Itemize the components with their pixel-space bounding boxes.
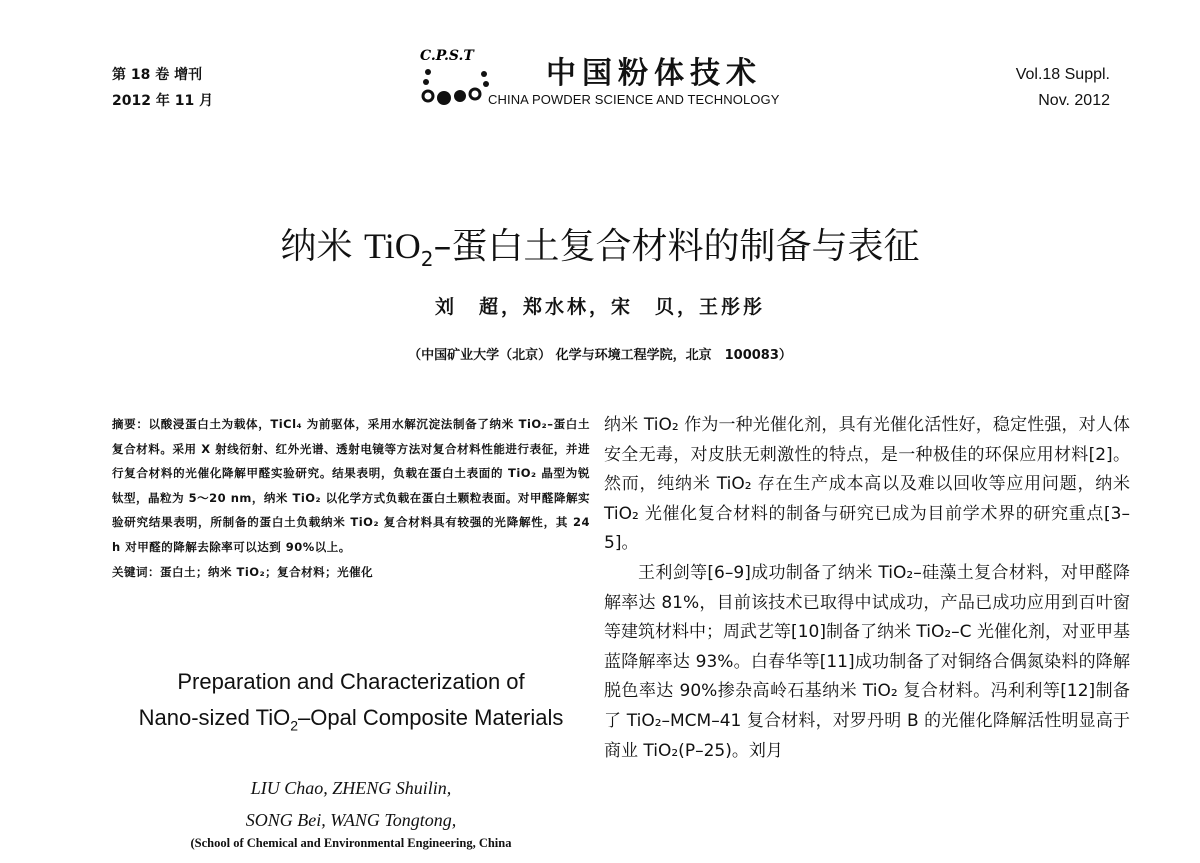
title-suffix: –蛋白土复合材料的制备与表征 <box>433 226 920 267</box>
journal-issue-info-cn <box>112 62 213 114</box>
affiliation-cn: （中国矿业大学（北京） 化学与环境工程学院，北京 100083） <box>408 348 792 363</box>
volume-en: Vol.18 Suppl. <box>1015 66 1110 83</box>
title-prefix: 纳米 <box>280 226 364 267</box>
english-affiliation: (School of Chemical and Environmental Engineering, China <box>190 836 512 850</box>
title-subscript: 2 <box>420 247 434 272</box>
english-title <box>112 664 590 743</box>
english-title-line2: Nano-sized TiO$_2$–Opal Composite Materials <box>138 705 564 734</box>
date-en: Nov. 2012 <box>1038 92 1110 109</box>
date-cn: 2012 年 11 月 <box>112 93 214 109</box>
english-title-line1: Preparation and Characterization of <box>177 669 525 694</box>
authors-cn: 刘 超，郑水林，宋 贝，王彤彤 <box>434 296 765 318</box>
english-authors-line2: SONG Bei, WANG Tongtong, <box>245 810 457 830</box>
journal-name-cn: 中国粉体技术 <box>546 56 762 91</box>
journal-issue-info-en <box>1016 62 1110 114</box>
journal-name-en: CHINA POWDER SCIENCE AND TECHNOLOGY <box>488 92 780 107</box>
body-text <box>604 411 1130 766</box>
english-authors-line1: LIU Chao, ZHENG Shuilin, <box>250 778 452 798</box>
body-paragraph-2: 王利剑等[6–9]成功制备了纳米 TiO₂–硅藻土复合材料，对甲醛降解率达 81%，目前该技术已取得中试成功，产品已成功应用到百叶窗等建筑材料中；周武艺等[10]制备了纳米 TiO₂–C 光催化剂，对亚甲基蓝降解率达 93%。白春华等[11]成功制备了对铜络合偶氮染料的降解脱色率达 90%掺杂高岭石基纳米 TiO₂ 复合材料。冯利利等[12]制备了 TiO₂–MCM–41 复合材料，对罗丹明 B 的光催化降解活性明显高于商业 TiO₂(P–25)。刘月 <box>604 562 1130 761</box>
english-authors <box>112 772 590 836</box>
logo-text: C.P.S.T <box>420 48 474 64</box>
title-formula: TiO <box>363 226 421 266</box>
volume-cn: 第 18 卷 增刊 <box>112 67 203 83</box>
keywords-cn: 关键词：蛋白土；纳米 TiO₂；复合材料；光催化 <box>112 564 374 579</box>
abstract-block <box>112 412 590 584</box>
abstract-cn: 摘要：以酸浸蛋白土为载体，TiCl₄ 为前驱体，采用水解沉淀法制备了纳米 TiO₂–蛋白土复合材料。采用 X 射线衍射、红外光谱、透射电镜等方法对复合材料性能进行表征，并进行复合材料的光催化降解甲醛实验研究。结果表明，负载在蛋白土表面的 TiO₂ 晶型为锐钛型，晶粒为 5～20 nm，纳米 TiO₂ 以化学方式负载在蛋白土颗粒表面。对甲醛降解实验研究结果表明，所制备的蛋白土负载纳米 TiO₂ 复合材料具有较强的光降解性，其 24 h 对甲醛的降解去除率可以达到 90%以上。 <box>112 417 590 554</box>
body-paragraph-1: 纳米 TiO₂ 作为一种光催化剂，具有光催化活性好，稳定性强，对人体安全无毒，对皮肤无刺激性的特点，是一种极佳的环保应用材料[2]。然而，纯纳米 TiO₂ 存在生产成本高以及难以回收等应用问题，纳米 TiO₂ 光催化复合材料的制备与研究已成为目前学术界的研究重点[3–5]。 <box>604 415 1130 554</box>
paper-title <box>0 218 1200 271</box>
